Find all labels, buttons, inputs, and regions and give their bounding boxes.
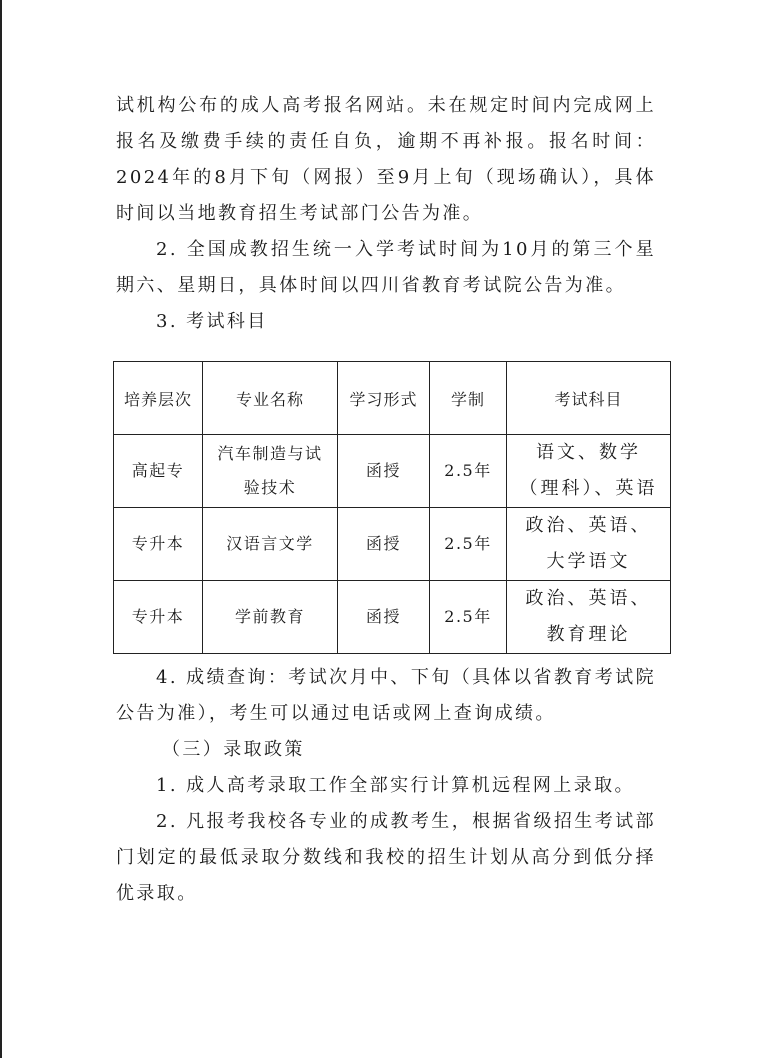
header-level: 培养层次	[114, 362, 203, 435]
header-major: 专业名称	[203, 362, 338, 435]
document-page	[116, 88, 656, 912]
header-subjects: 考试科目	[507, 362, 671, 435]
cell-level: 专升本	[114, 508, 203, 581]
cell-study-mode: 函授	[338, 508, 430, 581]
cell-duration: 2.5年	[430, 435, 507, 508]
cell-level: 专升本	[114, 581, 203, 654]
cell-major: 汉语言文学	[203, 508, 338, 581]
cell-major: 汽车制造与试验技术	[203, 435, 338, 508]
paragraph-exam-subjects-title: 3. 考试科目	[156, 311, 268, 332]
exam-subjects-table	[113, 361, 671, 654]
paragraph-score-query: 4. 成绩查询：考试次月中、下旬（具体以省教育考试院公告为准），考生可以通过电话或网上查询成绩。	[116, 667, 656, 724]
cell-major: 学前教育	[203, 581, 338, 654]
cell-subjects: 政治、英语、教育理论	[507, 581, 671, 654]
section-heading-admission-policy: （三）录取政策	[162, 739, 305, 760]
cell-level: 高起专	[114, 435, 203, 508]
table-row	[114, 435, 671, 508]
table-row	[114, 508, 671, 581]
cell-study-mode: 函授	[338, 435, 430, 508]
paragraph-exam-time: 2. 全国成教招生统一入学考试时间为10月的第三个星期六、星期日，具体时间以四川省教育考试院公告为准。	[116, 239, 656, 296]
cell-subjects: 政治、英语、大学语文	[507, 508, 671, 581]
page-left-border	[0, 0, 2, 1058]
cell-duration: 2.5年	[430, 508, 507, 581]
paragraph-admission-criteria: 2. 凡报考我校各专业的成教考生，根据省级招生考试部门划定的最低录取分数线和我校的招生计划从高分到低分择优录取。	[116, 811, 656, 904]
paragraph-registration: 试机构公布的成人高考报名网站。未在规定时间内完成网上报名及缴费手续的责任自负，逾期不再补报。报名时间：2024年的8月下旬（网报）至9月上旬（现场确认），具体时间以当地教育招生考试部门公告为准。	[116, 95, 656, 224]
table-header-row	[114, 362, 671, 435]
paragraph-online-admission: 1. 成人高考录取工作全部实行计算机远程网上录取。	[156, 775, 635, 796]
cell-duration: 2.5年	[430, 581, 507, 654]
table-row	[114, 581, 671, 654]
header-duration: 学制	[430, 362, 507, 435]
cell-study-mode: 函授	[338, 581, 430, 654]
cell-subjects: 语文、数学（理科）、英语	[507, 435, 671, 508]
header-study-mode: 学习形式	[338, 362, 430, 435]
